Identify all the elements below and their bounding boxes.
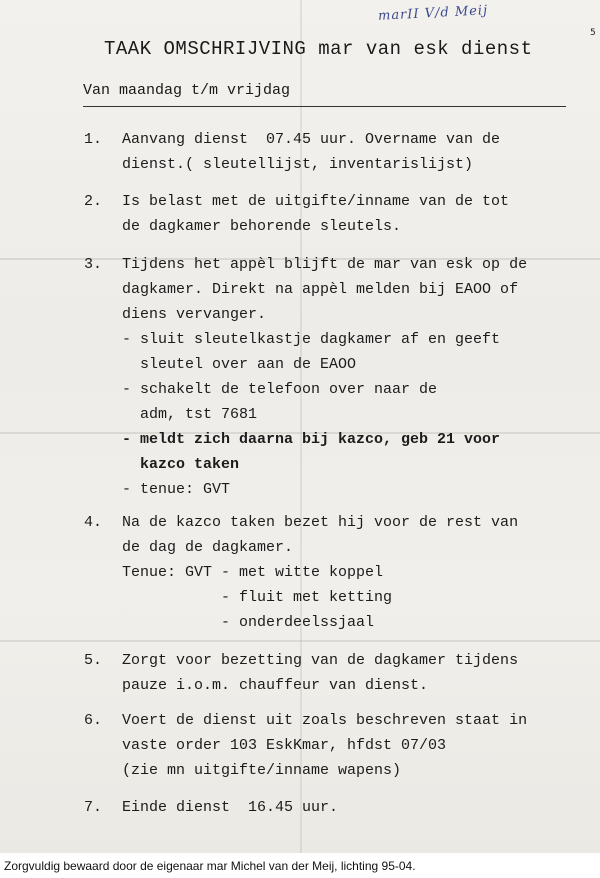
item-number: 6. <box>84 712 103 729</box>
item-line: Tijdens het appèl blijft de mar van esk op de <box>122 256 528 273</box>
item-number: 4. <box>84 514 103 531</box>
item-line: - meldt zich daarna bij kazco, geb 21 voor <box>122 431 501 448</box>
item-line: - tenue: GVT <box>122 481 231 498</box>
item-line: dienst.( sleutellijst, inventarislijst) <box>122 156 474 173</box>
item-number: 7. <box>84 799 103 816</box>
item-number: 2. <box>84 193 103 210</box>
document-title: TAAK OMSCHRIJVING mar van esk dienst <box>104 38 533 60</box>
item-line: (zie mn uitgifte/inname wapens) <box>122 762 402 779</box>
document-subtitle: Van maandag t/m vrijdag <box>83 82 291 99</box>
item-line: Tenue: GVT - met witte koppel <box>122 564 384 581</box>
item-number: 5. <box>84 652 103 669</box>
item-line: sleutel over aan de EAOO <box>122 356 357 373</box>
item-line: Aanvang dienst 07.45 uur. Overname van de <box>122 131 501 148</box>
item-number: 1. <box>84 131 103 148</box>
item-number: 3. <box>84 256 103 273</box>
item-line: adm, tst 7681 <box>122 406 258 423</box>
item-line: Einde dienst 16.45 uur. <box>122 799 339 816</box>
item-line: dagkamer. Direkt na appèl melden bij EAOO of <box>122 281 519 298</box>
corner-mark: 5 <box>590 28 596 38</box>
item-line: - fluit met ketting <box>122 589 393 606</box>
image-caption: Zorgvuldig bewaard door de eigenaar mar Michel van der Meij, lichting 95-04. <box>4 859 416 873</box>
item-line: Is belast met de uitgifte/inname van de tot <box>122 193 510 210</box>
item-line: vaste order 103 EskKmar, hfdst 07/03 <box>122 737 447 754</box>
item-line: - onderdeelssjaal <box>122 614 375 631</box>
item-line: Voert de dienst uit zoals beschreven staat in <box>122 712 528 729</box>
item-line: - sluit sleutelkastje dagkamer af en geeft <box>122 331 501 348</box>
item-line: Na de kazco taken bezet hij voor de rest van <box>122 514 519 531</box>
item-line: diens vervanger. <box>122 306 267 323</box>
item-line: - schakelt de telefoon over naar de <box>122 381 438 398</box>
item-line: de dag de dagkamer. <box>122 539 294 556</box>
item-line: de dagkamer behorende sleutels. <box>122 218 402 235</box>
item-line: pauze i.o.m. chauffeur van dienst. <box>122 677 429 694</box>
handwritten-note: marII V/d Meij <box>377 3 489 24</box>
item-line: Zorgt voor bezetting van de dagkamer tijdens <box>122 652 519 669</box>
item-line: kazco taken <box>122 456 240 473</box>
divider <box>83 106 566 107</box>
